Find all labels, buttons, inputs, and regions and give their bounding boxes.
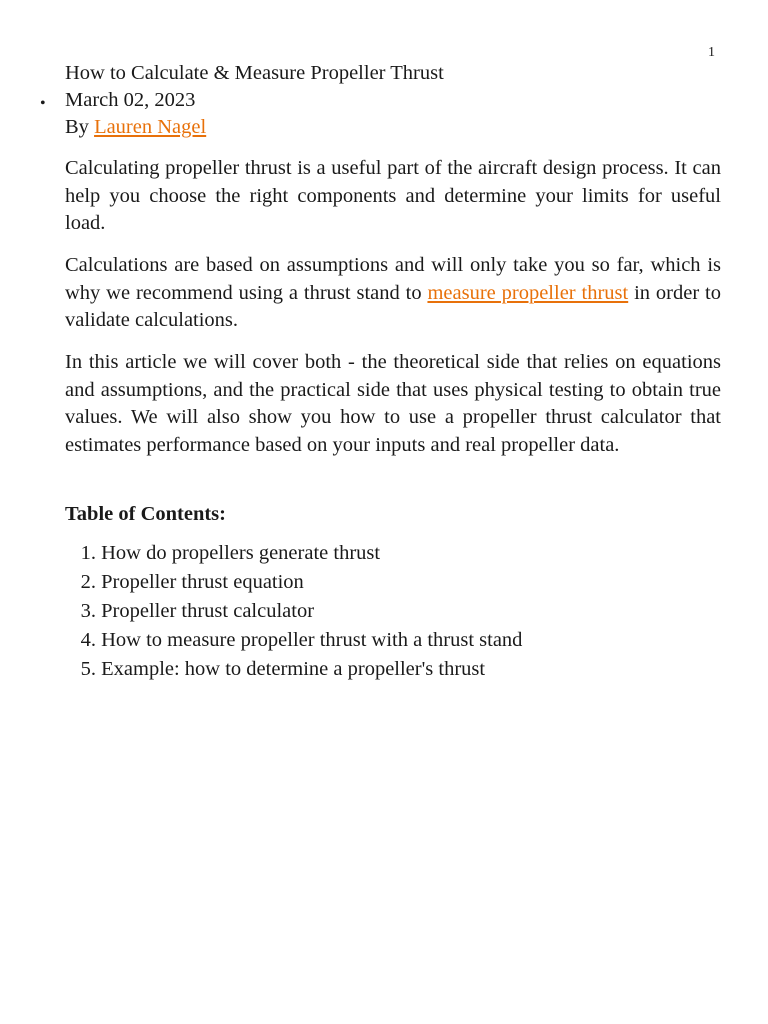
author-link[interactable]: Lauren Nagel — [94, 116, 207, 138]
toc-item[interactable] — [65, 568, 522, 597]
toc-item-number: 5. — [80, 658, 96, 680]
table-of-contents — [65, 539, 522, 684]
toc-item-number: 4. — [80, 629, 96, 651]
article-date: March 02, 2023 — [65, 89, 196, 111]
byline-label: By — [65, 116, 95, 138]
toc-item-number: 1. — [80, 542, 96, 564]
toc-item-label[interactable]: How do propellers generate thrust — [101, 542, 381, 564]
byline — [65, 114, 725, 141]
toc-item[interactable] — [65, 626, 522, 655]
toc-item[interactable] — [65, 655, 522, 684]
toc-item[interactable] — [65, 597, 522, 626]
list-bullet: • — [40, 95, 46, 112]
toc-item-label[interactable]: Propeller thrust equation — [101, 571, 304, 593]
calculations-paragraph — [65, 252, 721, 335]
toc-item-label[interactable]: Propeller thrust calculator — [101, 600, 315, 622]
measure-thrust-link[interactable]: measure propeller thrust — [427, 281, 629, 304]
overview-paragraph: In this article we will cover both - the theoretical side that relies on equations and assumptions, and the practical side that uses physical testing to obtain true values. We will also show you how to use a propeller thrust calculator that estimates performance based on your inputs and real propeller data. — [65, 351, 721, 456]
toc-item-label[interactable]: How to measure propeller thrust with a thrust stand — [101, 629, 523, 651]
article-header — [65, 60, 725, 141]
page-number: 1 — [708, 45, 715, 60]
paragraph-text: Calculations are based on assumptions and will only take you so far, which is why we recommend using a thrust stand to — [65, 254, 721, 304]
intro-paragraph: Calculating propeller thrust is a useful part of the aircraft design process. It can help you choose the right components and determine your limits for useful load. — [65, 157, 721, 234]
article-title: How to Calculate & Measure Propeller Thrust — [65, 62, 444, 84]
toc-item[interactable] — [65, 539, 522, 568]
paragraph-text: in order to validate calculations. — [65, 281, 721, 331]
toc-item-number: 3. — [80, 600, 96, 622]
toc-item-number: 2. — [80, 571, 96, 593]
toc-heading: Table of Contents: — [65, 503, 226, 525]
toc-item-label[interactable]: Example: how to determine a propeller's thrust — [101, 658, 486, 680]
